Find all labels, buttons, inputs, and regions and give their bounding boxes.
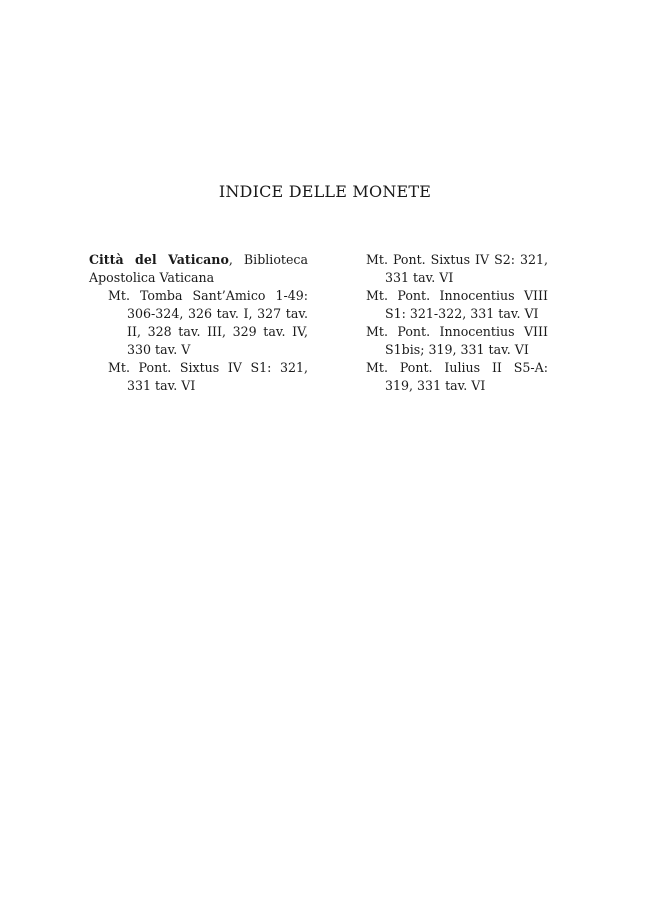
index-main-entry	[89, 251, 308, 287]
index-sub-entry: Mt. Pont. Sixtus IV S1: 321, 331 tav. VI	[108, 360, 308, 393]
index-column-right	[347, 251, 548, 395]
index-sub-entry: Mt. Pont. Innocentius VIII S1: 321-322, 331 tav. VI	[366, 288, 548, 321]
index-sub-entry: Mt. Pont. Iulius II S5-A: 319, 331 tav. VI	[366, 360, 548, 393]
page-title: INDICE DELLE MONETE	[218, 182, 432, 201]
index-sub-entry: Mt. Pont. Sixtus IV S2: 321, 331 tav. VI	[366, 252, 548, 285]
index-sub-entry: Mt. Tomba Sant’Amico 1-49: 306-324, 326 tav. I, 327 tav. II, 328 tav. III, 329 tav. IV, 330 tav. V	[108, 288, 308, 357]
index-sub-entry: Mt. Pont. Innocentius VIII S1bis; 319, 331 tav. VI	[366, 324, 548, 357]
index-column-left	[89, 251, 308, 395]
index-main-entry-place: Città del Vaticano	[89, 252, 229, 267]
index-main-entry-institution: , Biblioteca Apostolica Vaticana	[89, 252, 308, 285]
